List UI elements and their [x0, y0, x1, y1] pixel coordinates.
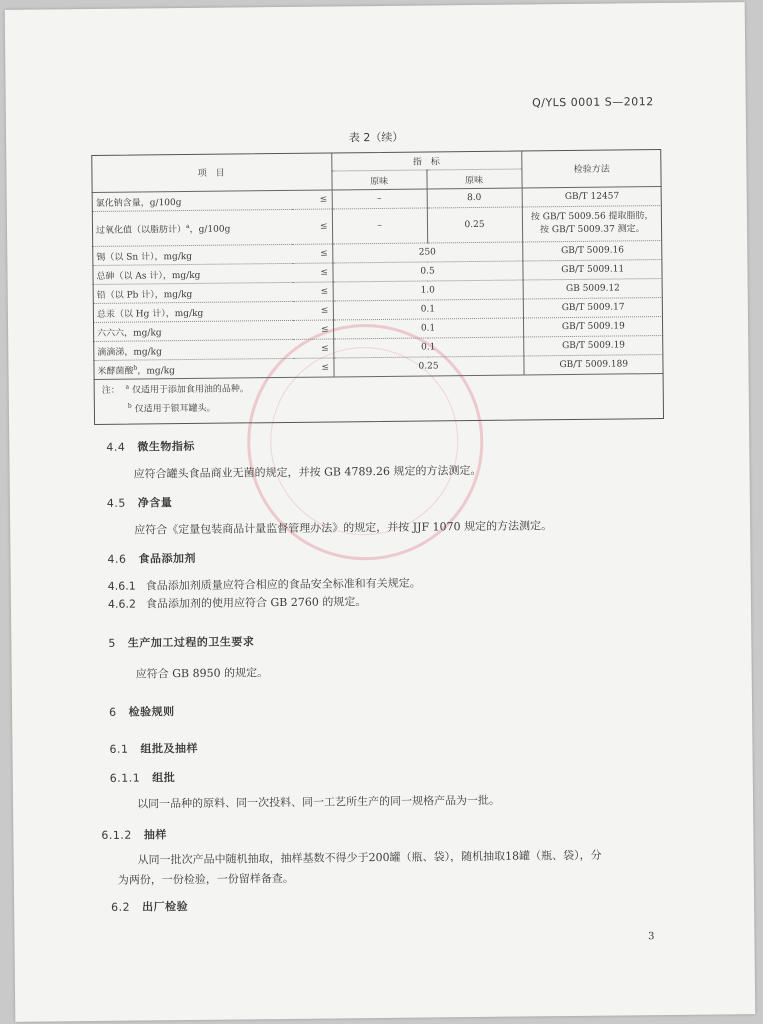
row-cmp: ≤ [292, 190, 332, 209]
row-method: GB/T 12457 [522, 187, 662, 207]
row-cmp: ≤ [292, 263, 332, 282]
section-4-4-heading: 4.4 微生物指标 [106, 439, 195, 454]
row-cmp: ≤ [293, 320, 333, 339]
footnote-mark: b [133, 364, 138, 372]
col-flavor-b-header: 原味 [426, 169, 521, 189]
document-page [5, 2, 756, 1022]
section-6-heading: 6 检验规则 [109, 705, 175, 719]
row-item: 总汞（以 Hg 计），mg/kg [96, 308, 204, 320]
section-6-1-2-text-line1: 从同一批次产品中随机抽取，抽样基数不得少于200罐（瓶、袋），随机抽取18罐（瓶、袋），分 [137, 848, 602, 867]
section-6-1-1-text: 以同一品种的原料、同一次投料、同一工艺所生产的同一规格产品为一批。 [136, 793, 501, 811]
row-v2: 8.0 [427, 188, 522, 208]
section-4-5-text: 应符合《定量包装商品计量监督管理办法》的规定，并按 JJF 1070 规定的方法测定。 [134, 519, 553, 537]
row-method: GB/T 5009.19 [523, 317, 663, 337]
row-item-tail: ，g/100g [189, 224, 231, 235]
row-item: 总砷（以 As 计），mg/kg [96, 270, 201, 282]
section-6-2-heading: 6.2 出厂检验 [111, 900, 189, 914]
row-cmp: ≤ [293, 339, 333, 358]
row-value: 0.25 [333, 356, 523, 377]
section-6-1-2-text-line2: 为两份，一份检验，一份留样备查。 [117, 871, 294, 887]
row-item: 滴滴涕，mg/kg [97, 346, 162, 358]
row-cmp: ≤ [293, 282, 333, 301]
row-item: 锡（以 Sn 计），mg/kg [96, 251, 193, 263]
footnote-mark: a [185, 222, 190, 230]
note-a: 注： $^a$ 仅适用于添加食用油的品种。 [101, 383, 249, 396]
row-value: 250 [332, 242, 522, 263]
section-5-text: 应符合 GB 8950 的规定。 [135, 666, 269, 681]
col-item-header: 项 目 [91, 152, 331, 192]
row-item: 氯化钠含量，g/100g [95, 197, 182, 209]
row-method: GB 5009.12 [523, 279, 663, 299]
section-6-1-2-heading: 6.1.2 抽样 [101, 828, 167, 842]
row-cmp: ≤ [293, 358, 333, 377]
section-4-6-2-text: 4.6.2 食品添加剂的使用应符合 GB 2760 的规定。 [107, 595, 367, 611]
row-method: GB/T 5009.19 [523, 336, 663, 356]
row-method: 按 GB/T 5009.56 提取脂肪，按 GB/T 5009.37 测定。 [530, 211, 654, 236]
row-method: GB/T 5009.16 [522, 241, 662, 261]
row-value: 0.5 [332, 261, 522, 282]
table-row [92, 206, 662, 247]
row-value: 0.1 [333, 299, 523, 320]
section-6-1-heading: 6.1 组批及抽样 [109, 741, 199, 756]
section-5-heading: 5 生产加工过程的卫生要求 [108, 635, 255, 650]
row-value: 1.0 [333, 280, 523, 301]
row-v1: – [332, 208, 427, 244]
col-flavor-a-header: 原味 [331, 170, 426, 190]
row-method: GB/T 5009.11 [522, 260, 662, 280]
row-item: 六六六，mg/kg [97, 327, 162, 339]
section-4-5-heading: 4.5 净含量 [106, 496, 173, 510]
table-notes [94, 374, 664, 418]
note-b: $^b$ 仅适用于银耳罐头。 [127, 402, 216, 415]
row-cmp: ≤ [293, 301, 333, 320]
row-item: 铅（以 Pb 计），mg/kg [96, 289, 193, 301]
col-method-header: 检验方法 [521, 149, 661, 188]
section-4-4-text: 应符合罐头食品商业无菌的规定，并按 GB 4789.26 规定的方法测定。 [133, 463, 482, 481]
section-6-1-1-heading: 6.1.1 组批 [109, 771, 176, 785]
row-item-tail: ，mg/kg [137, 365, 175, 377]
row-item: 米酵菌酸 [97, 366, 134, 377]
row-value: 0.1 [333, 337, 523, 358]
page-number: 3 [648, 931, 655, 943]
section-4-6-1-text: 4.6.1 食品添加剂质量应符合相应的食品安全标准和有关规定。 [107, 576, 421, 593]
row-v2: 0.25 [427, 207, 522, 243]
table-caption: 表 2（续） [348, 130, 404, 145]
row-cmp: ≤ [292, 244, 332, 263]
section-4-6-heading: 4.6 食品添加剂 [107, 551, 197, 566]
row-v1: – [332, 189, 427, 209]
row-method: GB/T 5009.17 [523, 298, 663, 318]
col-index-header: 指 标 [331, 151, 521, 171]
row-method: GB/T 5009.189 [523, 355, 663, 375]
row-item: 过氧化值（以脂肪计） [95, 224, 187, 236]
indicator-table [91, 149, 664, 418]
row-cmp: ≤ [292, 209, 332, 244]
standard-code: Q/YLS 0001 S—2012 [531, 95, 654, 110]
row-value: 0.1 [333, 318, 523, 339]
